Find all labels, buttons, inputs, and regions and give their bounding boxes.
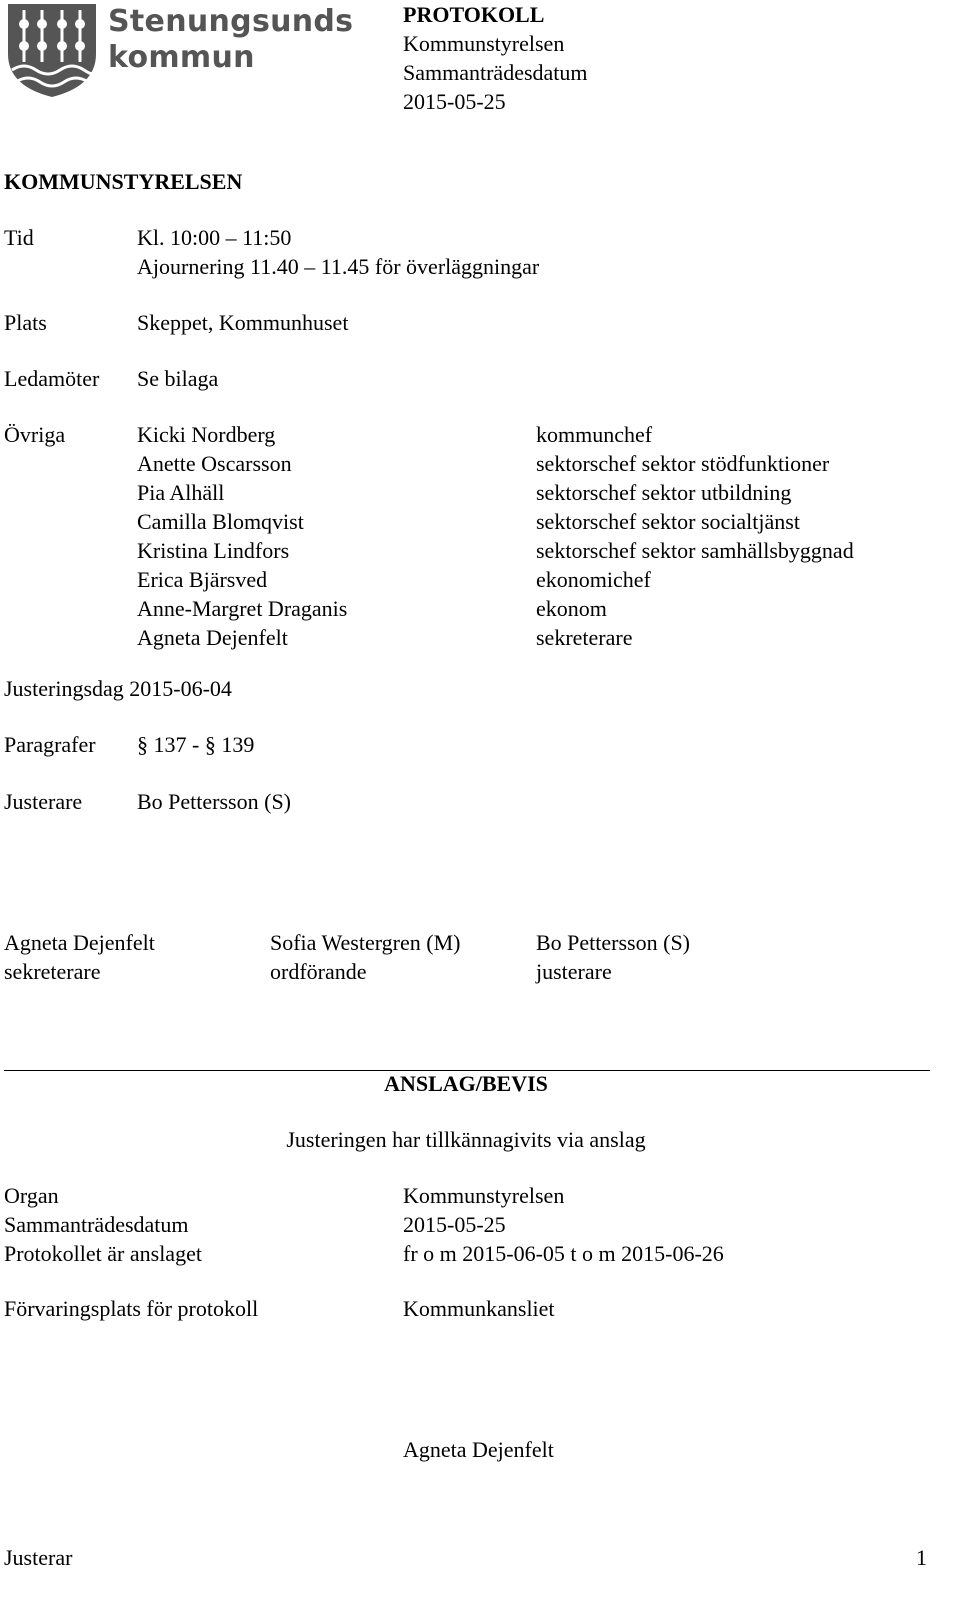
signature-name: Agneta Dejenfelt [4,930,155,955]
date-value: 2015-05-25 [403,1212,506,1237]
attendee-name: Pia Alhäll [137,480,225,505]
anslag-signer: Agneta Dejenfelt [403,1437,554,1462]
justeringsdag: Justeringsdag 2015-06-04 [4,676,232,701]
signature-name: Bo Pettersson (S) [536,930,690,955]
signature-block [4,928,155,986]
signature-block [536,928,690,986]
justerare-label: Justerare [4,789,83,814]
attendee-name: Kicki Nordberg [137,422,276,447]
attendee-role: sektorschef sektor samhällsbyggnad [536,538,854,563]
tid-label: Tid [4,225,34,250]
attendee-role: kommunchef [536,422,653,447]
signature-role: sekreterare [4,959,101,984]
anslag-title: ANSLAG/BEVIS [384,1071,548,1096]
attendee-name: Erica Bjärsved [137,567,268,592]
page-number: 1 [916,1545,927,1570]
organ-label: Organ [4,1183,59,1208]
paragrafer-label: Paragrafer [4,732,96,757]
anslag-subtitle: Justeringen har tillkännagivits via anslag [286,1127,646,1152]
attendee-name: Kristina Lindfors [137,538,290,563]
date-label: Sammanträdesdatum [4,1212,189,1237]
plats-label: Plats [4,310,47,335]
header-date-label: Sammanträdesdatum [403,60,588,85]
ovriga-roles [536,420,854,652]
posted-value: fr o m 2015-06-05 t o m 2015-06-26 [403,1241,724,1266]
logo-line-1: Stenungsunds [108,4,354,39]
attendee-role: sektorschef sektor stödfunktioner [536,451,830,476]
signature-block [270,928,460,986]
header-organ: Kommunstyrelsen [403,31,565,56]
tid-value [137,223,539,281]
ledamoter-label: Ledamöter [4,366,100,391]
tid-time: Kl. 10:00 – 11:50 [137,225,292,250]
signature-role: ordförande [270,959,367,984]
coat-of-arms-icon [4,0,100,100]
signature-name: Sofia Westergren (M) [270,930,461,955]
protocol-title: PROTOKOLL [403,2,545,27]
attendee-name: Camilla Blomqvist [137,509,304,534]
protocol-header [403,0,588,116]
organ-value: Kommunstyrelsen [403,1183,565,1208]
attendee-role: ekonom [536,596,607,621]
justerare-value: Bo Pettersson (S) [137,789,291,814]
anslag-values [403,1181,724,1268]
municipality-logo [4,0,354,104]
paragrafer-value: § 137 - § 139 [137,732,255,757]
footer-justerar: Justerar [4,1545,73,1570]
attendee-name: Agneta Dejenfelt [137,625,288,650]
attendee-name: Anne-Margret Draganis [137,596,348,621]
logo-line-2: kommun [108,40,255,75]
section-title: KOMMUNSTYRELSEN [4,169,243,194]
attendee-role: sektorschef sektor utbildning [536,480,792,505]
header-date: 2015-05-25 [403,89,506,114]
ledamoter-value: Se bilaga [137,366,219,391]
ovriga-label: Övriga [4,422,66,447]
attendee-name: Anette Oscarsson [137,451,292,476]
posted-label: Protokollet är anslaget [4,1241,202,1266]
storage-value: Kommunkansliet [403,1296,555,1321]
tid-adjournment: Ajournering 11.40 – 11.45 för överläggningar [137,254,540,279]
attendee-role: sekreterare [536,625,633,650]
anslag-labels [4,1181,202,1268]
signature-role: justerare [536,959,612,984]
attendee-role: ekonomichef [536,567,651,592]
ovriga-names [137,420,347,652]
attendee-role: sektorschef sektor socialtjänst [536,509,800,534]
plats-value: Skeppet, Kommunhuset [137,310,349,335]
storage-label: Förvaringsplats för protokoll [4,1296,259,1321]
